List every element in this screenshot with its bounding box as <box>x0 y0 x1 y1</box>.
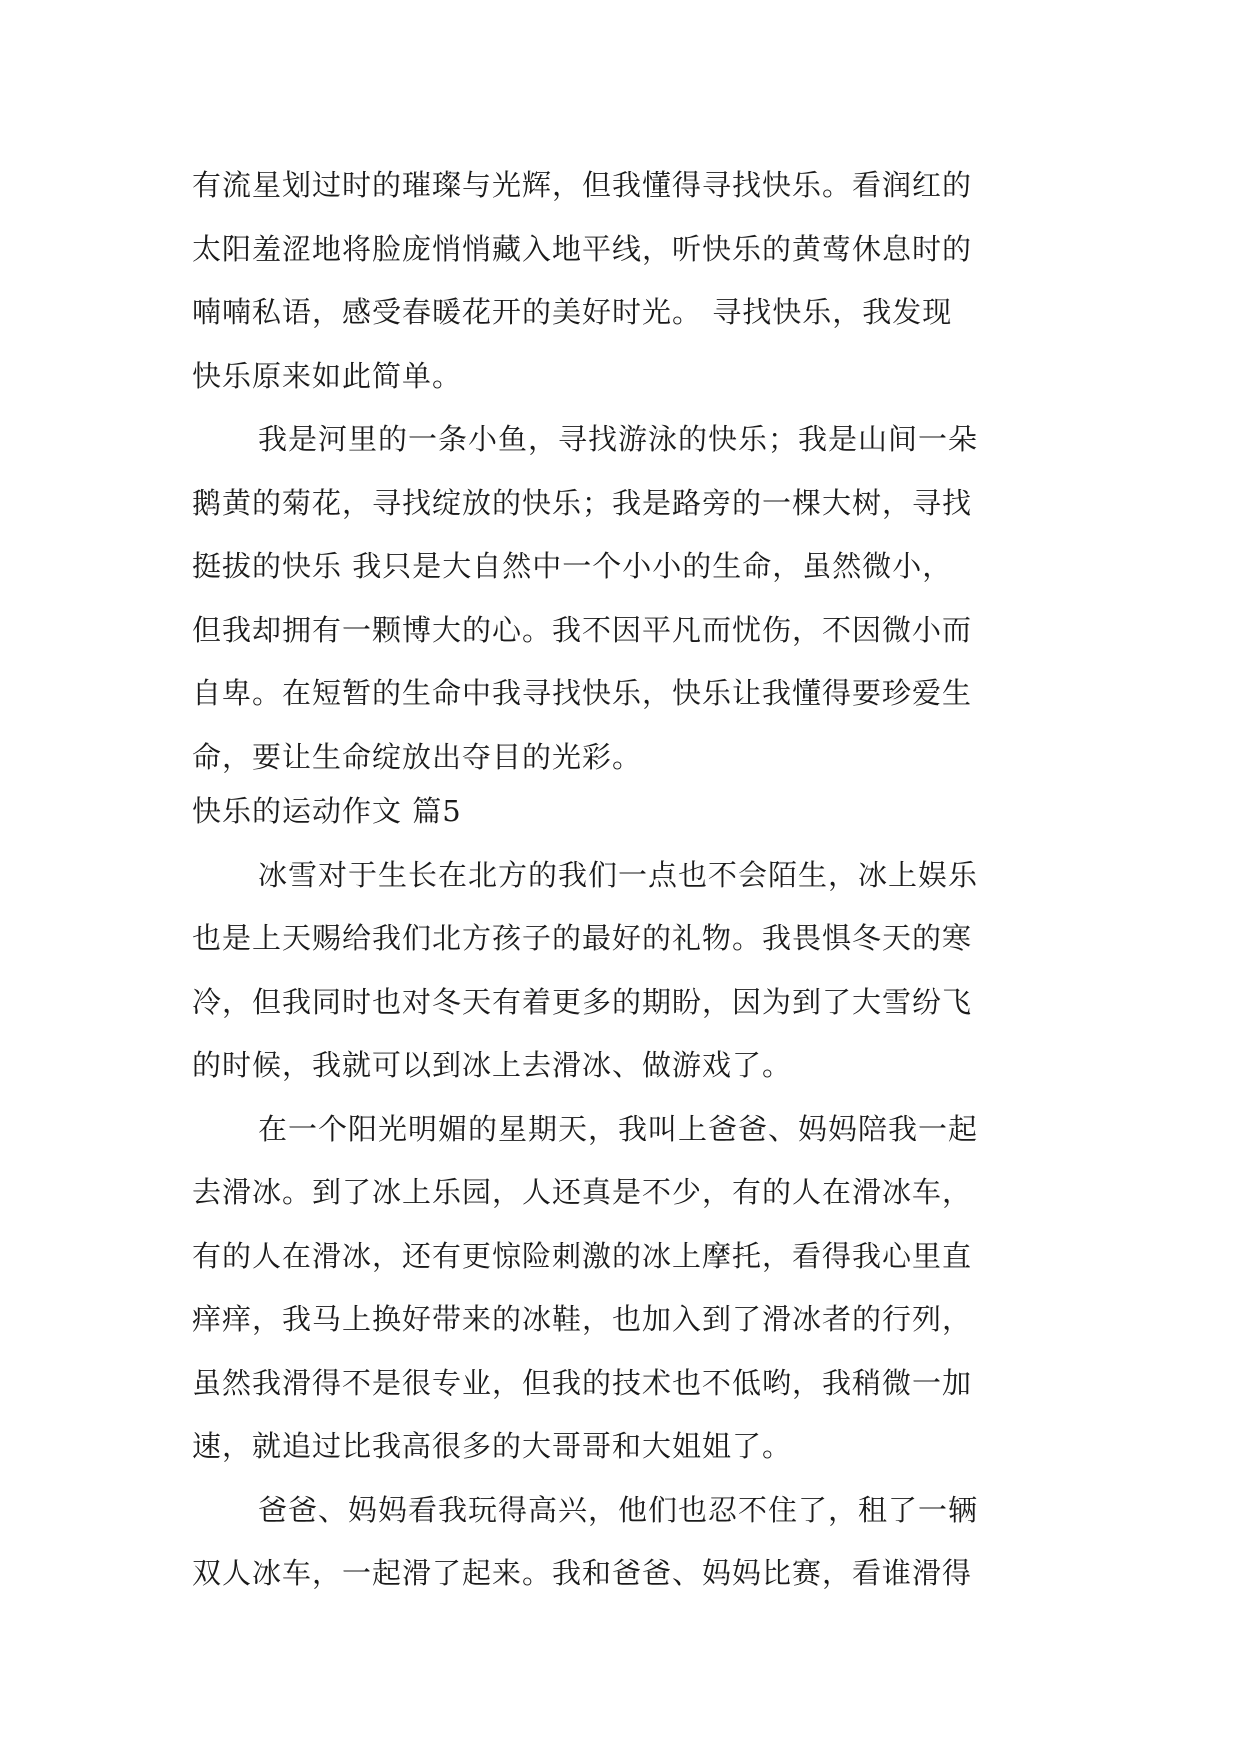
text-line: 太阳羞涩地将脸庞悄悄藏入地平线，听快乐的黄莺休息时的 <box>192 231 973 266</box>
text-line: 的时候，我就可以到冰上去滑冰、做游戏了。 <box>192 1048 793 1082</box>
text-line: 有流星划过时的璀璨与光辉，但我懂得寻找快乐。看润红的 <box>192 168 973 202</box>
text-line: 虽然我滑得不是很专业，但我的技术也不低哟，我稍微一加 <box>192 1365 973 1400</box>
text-line: 冷，但我同时也对冬天有着更多的期盼，因为到了大雪纷飞 <box>192 984 973 1019</box>
text-line: 有的人在滑冰，还有更惊险刺激的冰上摩托，看得我心里直 <box>192 1238 973 1273</box>
text-line: 也是上天赐给我们北方孩子的最好的礼物。我畏惧冬天的寒 <box>192 921 973 955</box>
essay-section-5 <box>192 780 1052 1606</box>
text-line: 速，就追过比我高很多的大哥哥和大姐姐了。 <box>192 1429 793 1463</box>
section-heading: 快乐的运动作文 篇5 <box>192 794 462 828</box>
text-line: 爸爸、妈妈看我玩得高兴，他们也忍不住了，租了一辆 <box>258 1492 979 1527</box>
text-line: 鹅黄的菊花，寻找绽放的快乐；我是路旁的一棵大树，寻找 <box>192 485 973 520</box>
text-line: 痒痒，我马上换好带来的冰鞋，也加入到了滑冰者的行列， <box>192 1302 973 1336</box>
text-line: 命，要让生命绽放出夺目的光彩。 <box>192 739 643 774</box>
text-line: 喃喃私语，感受春暖花开的美好时光。 寻找快乐，我发现 <box>192 295 953 329</box>
text-line: 冰雪对于生长在北方的我们一点也不会陌生，冰上娱乐 <box>258 857 979 892</box>
text-line: 自卑。在短暂的生命中我寻找快乐，快乐让我懂得要珍爱生 <box>192 676 973 710</box>
essay-continuation <box>192 154 1052 789</box>
text-line: 挺拔的快乐 我只是大自然中一个小小的生命，虽然微小， <box>192 549 953 583</box>
text-line: 但我却拥有一颗博大的心。我不因平凡而忧伤，不因微小而 <box>192 612 973 647</box>
text-line: 快乐原来如此简单。 <box>192 358 463 393</box>
text-line: 我是河里的一条小鱼，寻找游泳的快乐；我是山间一朵 <box>258 422 979 456</box>
text-line: 去滑冰。到了冰上乐园，人还真是不少，有的人在滑冰车， <box>192 1175 973 1209</box>
text-line: 双人冰车，一起滑了起来。我和爸爸、妈妈比赛，看谁滑得 <box>192 1556 973 1590</box>
text-line: 在一个阳光明媚的星期天，我叫上爸爸、妈妈陪我一起 <box>258 1111 979 1146</box>
